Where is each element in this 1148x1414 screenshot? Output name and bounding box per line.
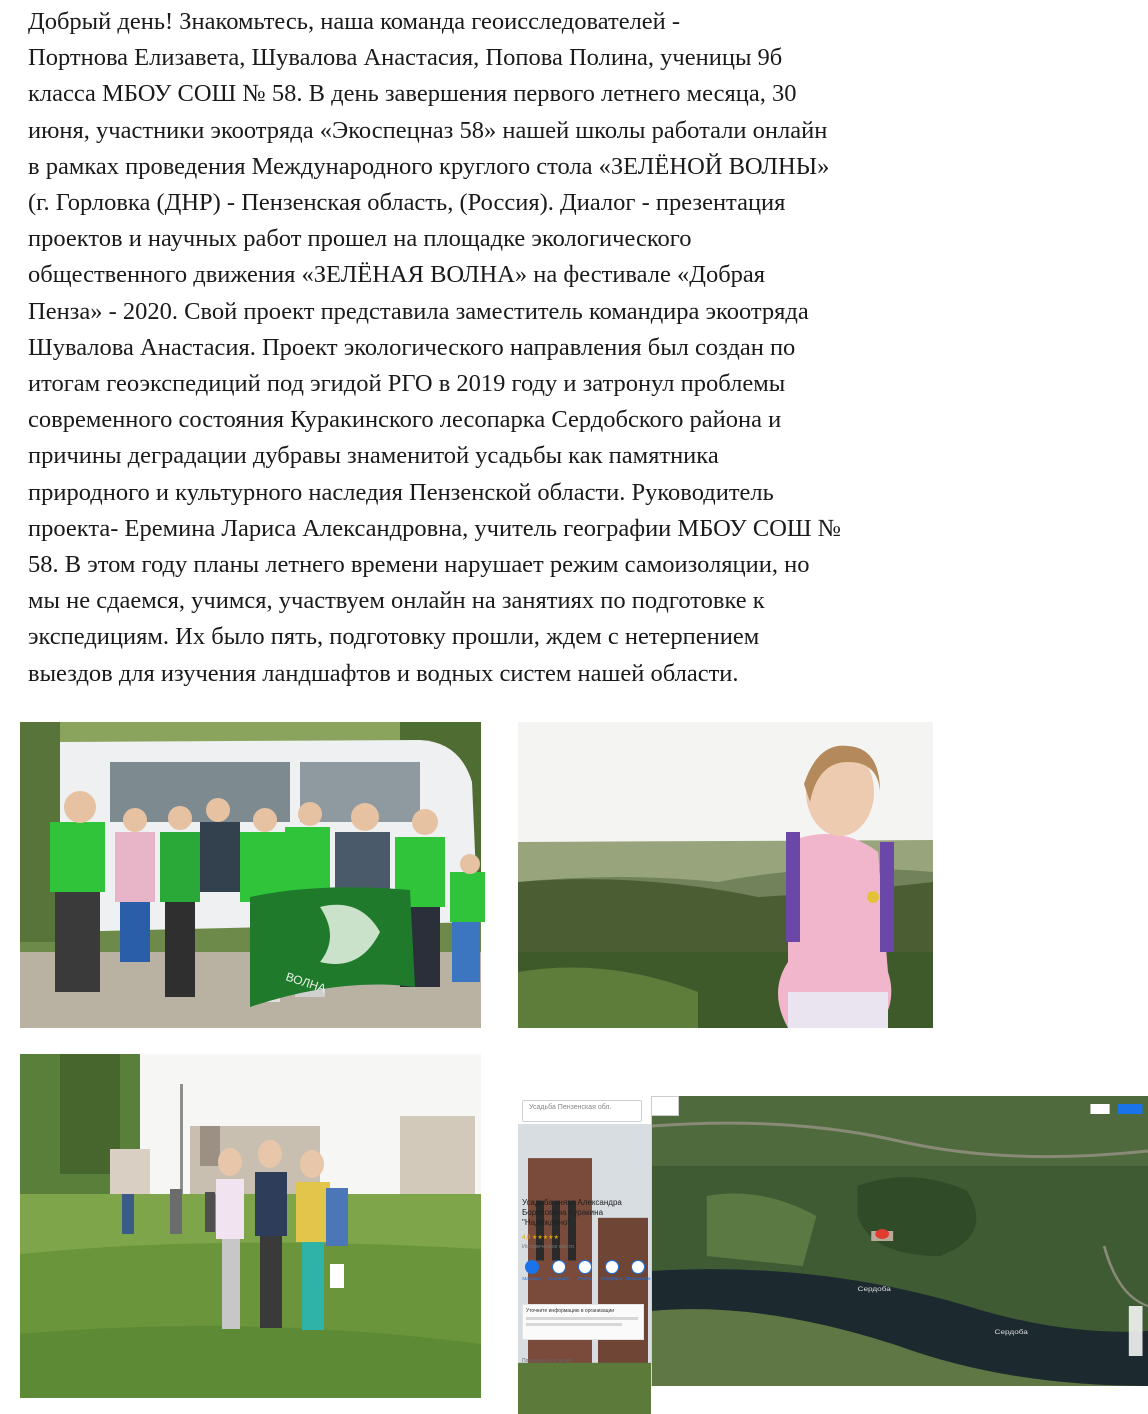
article-line: в рамках проведения Международного круглого стола «ЗЕЛЁНОЙ ВОЛНЫ» bbox=[28, 152, 830, 180]
article-line: природного и культурного наследия Пензенской области. Руководитель bbox=[28, 478, 774, 506]
article-line: класса МБОУ СОШ № 58. В день завершения первого летнего месяца, 30 bbox=[28, 80, 797, 108]
map-action-route: Маршрут bbox=[522, 1260, 542, 1292]
article-line: причины деградации дубравы знаменитой усадьбы как памятника bbox=[28, 442, 719, 470]
map-sidebar bbox=[518, 1096, 652, 1386]
map-collapse-tab bbox=[651, 1096, 679, 1116]
article-line: проекта- Еремина Лариса Александровна, учитель географии МБОУ СОШ № bbox=[28, 514, 842, 542]
article-line: мы не сдаемся, учимся, участвуем онлайн на занятиях по подготовке к bbox=[28, 587, 765, 615]
article-line: 58. В этом году планы летнего времени нарушает режим самоизоляции, но bbox=[28, 551, 810, 579]
article-line: Пенза» - 2020. Свой проект представила заместитель командира экоотряда bbox=[28, 297, 809, 325]
team-photo bbox=[20, 722, 481, 1028]
map-category: Историческое место bbox=[522, 1244, 575, 1250]
article-line: экспедициям. Их было пять, подготовку прошли, ждем с нетерпением bbox=[28, 623, 760, 651]
flag-text: ВОЛНА bbox=[284, 969, 328, 996]
girl-landscape-image bbox=[518, 722, 933, 1028]
river-label-2: Сердоба bbox=[994, 1328, 1028, 1336]
article-line: июня, участники экоотряда «Экоспецназ 58» нашей школы работали онлайн bbox=[28, 116, 828, 144]
map-search-input bbox=[522, 1100, 642, 1122]
map-action-share: Поделиться bbox=[628, 1260, 648, 1292]
article-line: Портнова Елизавета, Шувалова Анастасия, Попова Полина, ученицы 9б bbox=[28, 44, 783, 72]
map-search-placeholder: Усадьба Пензенская обл. bbox=[529, 1104, 612, 1111]
map-screenshot bbox=[518, 1096, 1028, 1386]
map-rating: 4,6 ★★★★★ bbox=[522, 1235, 559, 1241]
article-line: современного состояния Куракинского лесопарка Сердобского района и bbox=[28, 406, 782, 434]
team-photo-image bbox=[20, 722, 481, 1028]
meadow-group-image bbox=[20, 1054, 481, 1398]
girl-landscape-photo bbox=[518, 722, 933, 1028]
map-action-save: Сохранить bbox=[549, 1260, 569, 1292]
map-notice bbox=[522, 1304, 644, 1340]
map-action-send: Отправить bbox=[602, 1260, 622, 1292]
river-label-1: Сердоба bbox=[857, 1285, 891, 1293]
article-line: проектов и научных работ прошел на площадке экологического bbox=[28, 225, 692, 253]
article-line: (г. Горловка (ДНР) - Пензенская область, (Россия). Диалог - презентация bbox=[28, 189, 786, 217]
article-line: выездов для изучения ландшафтов и водных систем нашей области. bbox=[28, 659, 739, 687]
article-line: общественного движения «ЗЕЛЁНАЯ ВОЛНА» на фестивале «Добрая bbox=[28, 261, 766, 289]
map-action-nearby: Рядом bbox=[575, 1260, 595, 1292]
article-line: итогам геоэкспедиций под эгидой РГО в 2019 году и затронул проблемы bbox=[28, 370, 786, 398]
map-place-title: Усадьба князя Александра Борисовича Куракина "Надеждино" bbox=[522, 1198, 622, 1227]
map-actions bbox=[522, 1260, 651, 1292]
map-notice-title: Уточните информацию в организации bbox=[526, 1308, 615, 1314]
article-line: Шувалова Анастасия. Проект экологического направления был создан по bbox=[28, 333, 796, 361]
article-text bbox=[28, 4, 1000, 692]
meadow-group-photo bbox=[20, 1054, 481, 1398]
map-satellite-view bbox=[652, 1096, 1148, 1386]
article-line: Добрый день! Знакомьтесь, наша команда геоисследователей - bbox=[28, 8, 681, 35]
map-footer: Помощник для детей bbox=[522, 1358, 572, 1364]
